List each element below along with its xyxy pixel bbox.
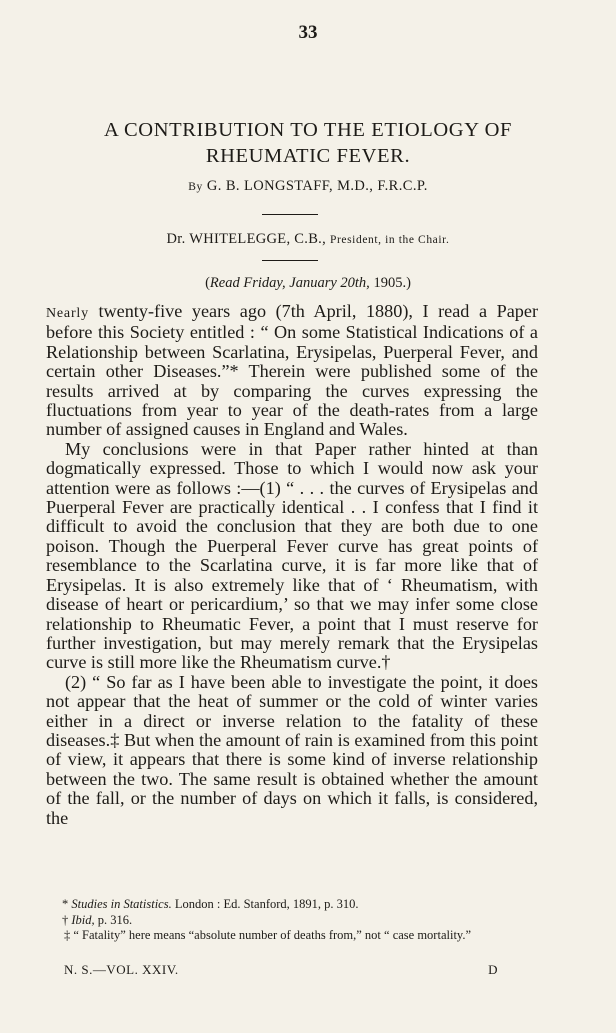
divider-rule — [262, 260, 318, 261]
paragraph-2: My conclusions were in that Paper rather hinted at than dogmatically expressed. Those to which I would now ask your attention were as follows :—(1) “ . . . the curves of Erysipelas and Puerperal Fever are practically identical . . I confess that I find it difficult to avoid the conclusion that they are both due to one poison. Though the Puerperal Fever curve has great points of resemblance to the Scarlatina curve, it is far more like that of Erysipelas. It is also extremely like that of ‘ Rheumatism, with disease of heart or pericardium,’ so that we may infer some close relationship to Rheumatic Fever, a point that I must reserve for further investigation, but may merely remark that the Erysipelas curve is still more like the Rheumatism curve.† — [46, 438, 538, 673]
footnote-2 — [46, 913, 546, 929]
footnote-2-italic: Ibid, — [71, 912, 95, 927]
author-byline — [0, 178, 616, 195]
paragraph-3: (2) “ So far as I have been able to investigate the point, it does not appear that the heat of summer or the cold of winter varies either in a direct or inverse relation to the fatality of these diseases.‡ But when the amount of rain is examined from this point of view, it appears that there is some kind of inverse relationship between the two. The same result is obtained whether the amount of the fall, or the number of days on which it falls, is considered, the — [46, 671, 538, 828]
author-name: G. B. LONGSTAFF, M.D., F.R.C.P. — [206, 178, 428, 194]
chair-name: WHITELEGGE, C.B., — [189, 231, 327, 247]
footnote-1 — [46, 897, 546, 913]
footnote-2-mark: † — [62, 912, 69, 927]
signature-mark: D — [488, 962, 498, 977]
article-body — [46, 302, 538, 828]
chair-role: President, in the Chair. — [329, 234, 450, 246]
footnote-3 — [46, 928, 546, 944]
title-line-1: A CONTRIBUTION TO THE ETIOLOGY OF — [104, 119, 512, 141]
read-year: 1905.) — [373, 275, 411, 291]
read-date-italic: Read Friday, January 20th, — [209, 275, 370, 291]
printer-signature — [64, 962, 498, 978]
lead-word: Nearly — [46, 306, 89, 321]
page-number: 33 — [298, 22, 318, 43]
footnotes — [46, 897, 546, 944]
article-title — [40, 117, 576, 169]
footnote-3-text: “ Fatality” here means “absolute number of deaths from,” not “ case mortality.” — [73, 928, 472, 942]
read-date-line — [0, 275, 616, 292]
chair-line — [0, 231, 616, 248]
footnote-3-mark: ‡ — [64, 928, 71, 942]
signature-volume: N. S.—VOL. XXIV. — [64, 962, 179, 977]
paragraph-1-text: twenty-five years ago (7th April, 1880), I read a Paper before this Society entitled : “ On some Statistical Indications of a Relationship between Scarlatina, Erysipelas, Puerperal Fever, and certain other Diseases.”* Therein were published some of the results arrived at by comparing the curves expressing the fluctuations from year to year of the death-rates from a large number of assigned causes in England and Wales. — [46, 301, 538, 440]
title-line-2: RHEUMATIC FEVER. — [205, 145, 411, 167]
footnote-1-mark: * — [62, 897, 69, 911]
footnote-2-text: p. 316. — [97, 912, 133, 927]
chair-title-dr: Dr. — [166, 231, 186, 247]
divider-rule — [262, 214, 318, 215]
paragraph-1 — [46, 302, 538, 440]
read-open-paren: ( — [205, 275, 210, 291]
footnote-1-text: London : Ed. Stanford, 1891, p. 310. — [174, 897, 359, 911]
byline-prefix: By — [188, 181, 203, 193]
footnote-1-italic: Studies in Statistics. — [71, 897, 172, 911]
